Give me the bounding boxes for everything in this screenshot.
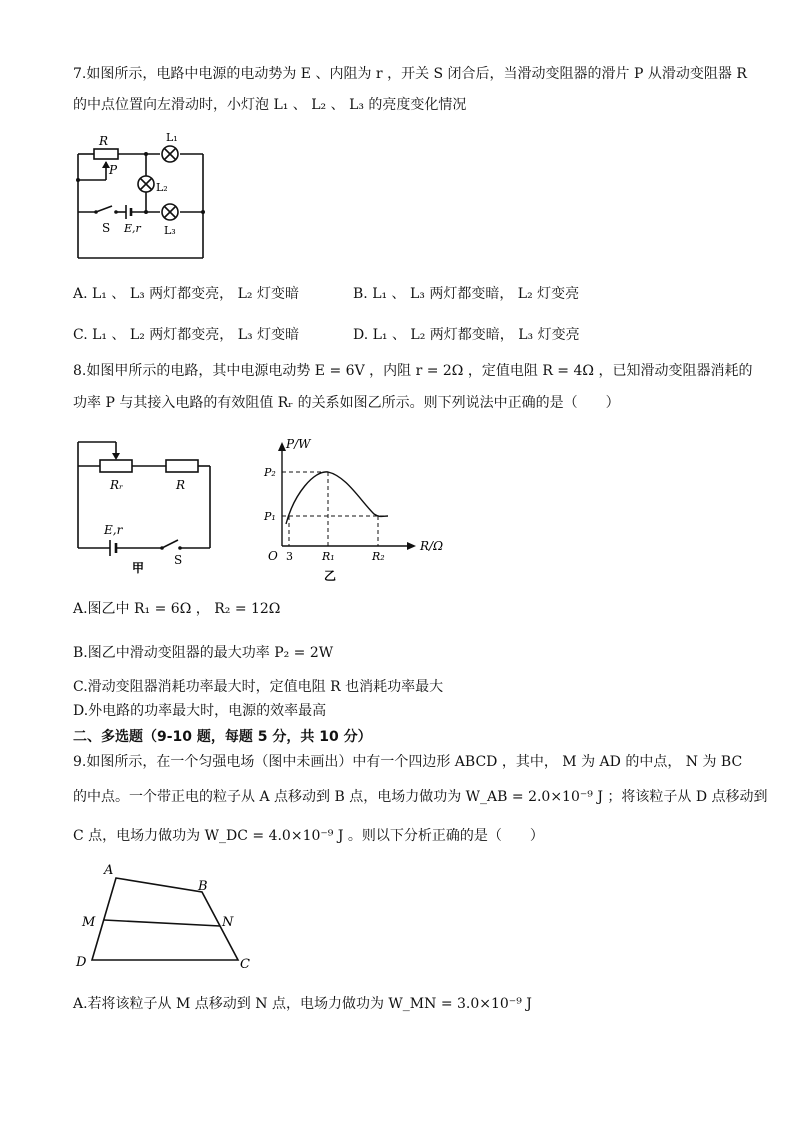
label-Er: E,r [124, 222, 141, 235]
q8-option-c[interactable]: C.滑动变阻器消耗功率最大时，定值电阻 R 也消耗功率最大 [73, 679, 444, 695]
label-R: R [99, 134, 109, 148]
axis-x-label: R/Ω [420, 539, 444, 553]
q8-graph-yi [256, 434, 446, 584]
q7-stem-line2: 的中点位置向左滑动时，小灯泡 L₁ 、 L₂ 、 L₃ 的亮度变化情况 [73, 97, 467, 113]
q9-stem-line2: 的中点。一个带正电的粒子从 A 点移动到 B 点，电场力做功为 W_AB = 2.0×10⁻⁹ J ；将该粒子从 D 点移动到 [73, 789, 768, 805]
q8-option-b[interactable]: B.图乙中滑动变阻器的最大功率 P₂ = 2W [73, 645, 334, 661]
q8-circuit-jia [74, 436, 214, 576]
q7-option-c[interactable]: C. L₁ 、 L₂ 两灯都变亮， L₃ 灯变暗 [73, 327, 300, 343]
tick-R2: R₂ [372, 550, 385, 563]
q9-option-a[interactable]: A.若将该粒子从 M 点移动到 N 点，电场力做功为 W_MN = 3.0×10⁻⁹ J [73, 996, 532, 1012]
label-S: S [102, 221, 111, 235]
q8-option-a[interactable]: A.图乙中 R₁ = 6Ω ， R₂ = 12Ω [73, 601, 281, 617]
label-S: S [174, 553, 183, 567]
point-N: N [222, 915, 234, 930]
figure-caption-yi: 乙 [324, 569, 337, 583]
label-R: R [176, 478, 186, 492]
tick-3: 3 [286, 550, 293, 563]
origin-label: O [268, 549, 278, 563]
q9-stem-line1: 9.如图所示，在一个匀强电场（图中未画出）中有一个四边形 ABCD ，其中， M 为 AD 的中点， N 为 BC [73, 754, 743, 770]
label-L3: L₃ [164, 224, 176, 237]
tick-R1: R₁ [322, 550, 335, 563]
label-L1: L₁ [166, 131, 178, 144]
tick-P1: P₁ [264, 510, 276, 523]
q7-option-d[interactable]: D. L₁ 、 L₂ 两灯都变暗， L₃ 灯变亮 [353, 327, 580, 343]
axis-y-label: P/W [286, 437, 311, 451]
q9-stem-line3: C 点，电场力做功为 W_DC = 4.0×10⁻⁹ J 。则以下分析正确的是（ ） [73, 828, 544, 844]
q8-stem-line2: 功率 P 与其接入电路的有效阻值 Rᵣ 的关系如图乙所示。则下列说法中正确的是（ ） [73, 395, 620, 411]
q7-stem-line1: 7.如图所示，电路中电源的电动势为 E 、内阻为 r ，开关 S 闭合后，当滑动变阻器的滑片 P 从滑动变阻器 R [73, 66, 747, 82]
label-L2: L₂ [156, 181, 168, 194]
label-Rr: Rᵣ [110, 478, 124, 492]
vertex-D: D [76, 955, 87, 970]
label-P: P [109, 163, 118, 177]
point-M: M [82, 915, 96, 930]
vertex-C: C [240, 957, 250, 972]
tick-P2: P₂ [264, 466, 276, 479]
section-heading-multiple-choice: 二、多选题（9-10 题，每题 5 分，共 10 分） [73, 729, 372, 745]
label-Er: E,r [104, 523, 123, 537]
q7-option-a[interactable]: A. L₁ 、 L₃ 两灯都变亮， L₂ 灯变暗 [73, 286, 299, 302]
figure-caption-jia: 甲 [132, 561, 145, 575]
q8-stem-line1: 8.如图甲所示的电路，其中电源电动势 E = 6V ，内阻 r = 2Ω ，定值电阻 R = 4Ω ，已知滑动变阻器消耗的 [73, 363, 753, 379]
vertex-A: A [104, 863, 114, 878]
q9-quadrilateral-figure [72, 860, 262, 972]
q8-option-d[interactable]: D.外电路的功率最大时，电源的效率最高 [73, 703, 327, 719]
q7-circuit-figure [72, 128, 208, 263]
q7-option-b[interactable]: B. L₁ 、 L₃ 两灯都变暗， L₂ 灯变亮 [353, 286, 580, 302]
vertex-B: B [198, 879, 208, 894]
